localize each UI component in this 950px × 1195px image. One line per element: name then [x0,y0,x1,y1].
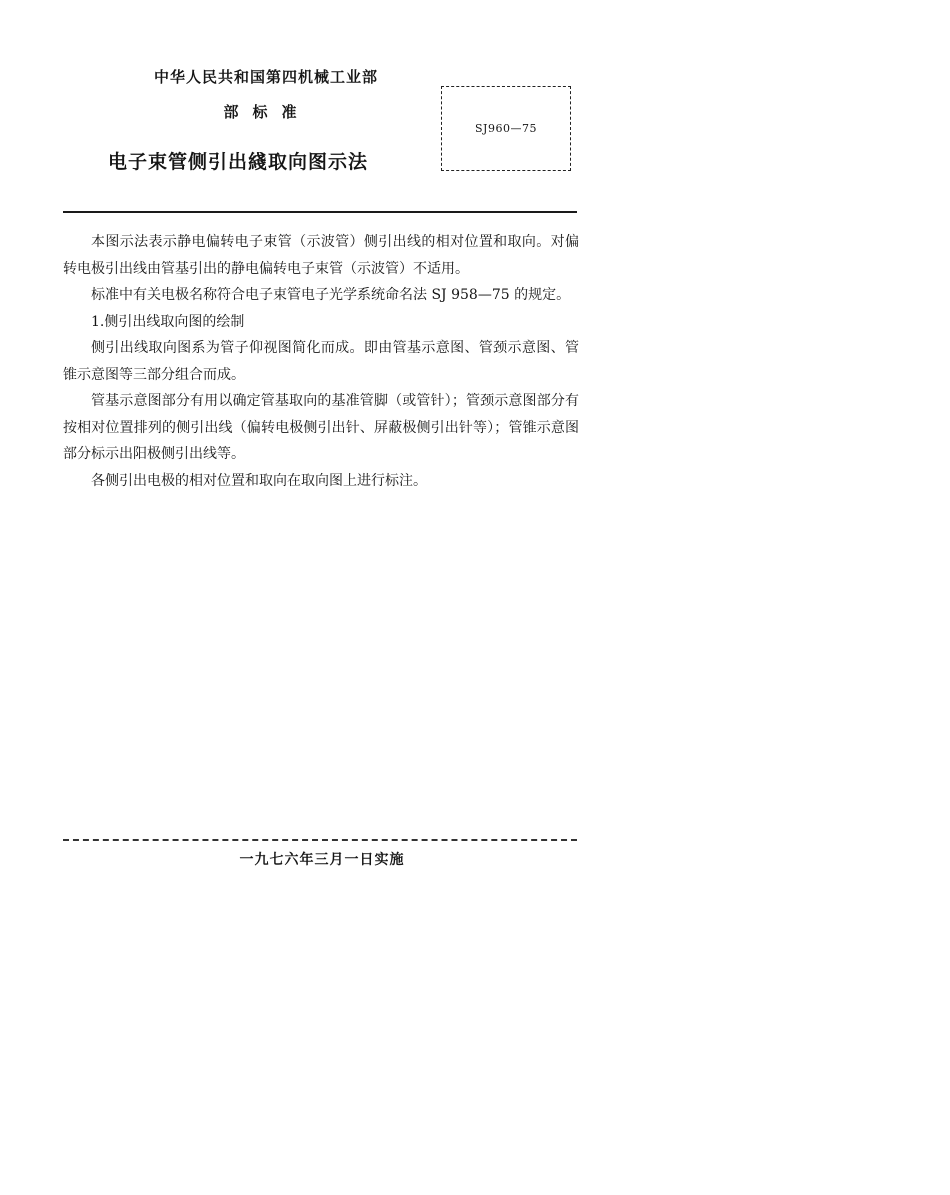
paragraph: 标准中有关电极名称符合电子束管电子光学系统命名法 SJ 958—75 的规定。 [91,287,571,303]
body-text [63,229,579,494]
footer-divider [63,839,577,841]
standard-code: SJ960—75 [475,122,537,135]
paragraph: 管基示意图部分有用以确定管基取向的基准管脚（或管针）；管颈示意图部分有按相对位置排列的侧引出线（偏转电极侧引出针、屏蔽极侧引出针等）；管锥示意图部分标示出阳极侧引出线等。 [63,393,579,462]
section-heading: 1.侧引出线取向图的绘制 [91,313,245,330]
header-divider [63,211,577,213]
effective-date: 一九七六年三月一日实施 [239,852,405,868]
paragraph: 各侧引出电极的相对位置和取向在取向图上进行标注。 [91,472,427,489]
standard-category: 部标准 [223,103,311,121]
document-title: 电子束管侧引出綫取向图示法 [108,151,369,173]
ministry-name: 中华人民共和国第四机械工业部 [153,68,378,86]
paragraph: 侧引出线取向图系为管子仰视图简化而成。即由管基示意图、管颈示意图、管锥示意图等三部分组合而成。 [63,340,579,383]
paragraph: 本图示法表示静电偏转电子束管（示波管）侧引出线的相对位置和取向。对偏转电极引出线由管基引出的静电偏转电子束管（示波管）不适用。 [63,234,579,277]
